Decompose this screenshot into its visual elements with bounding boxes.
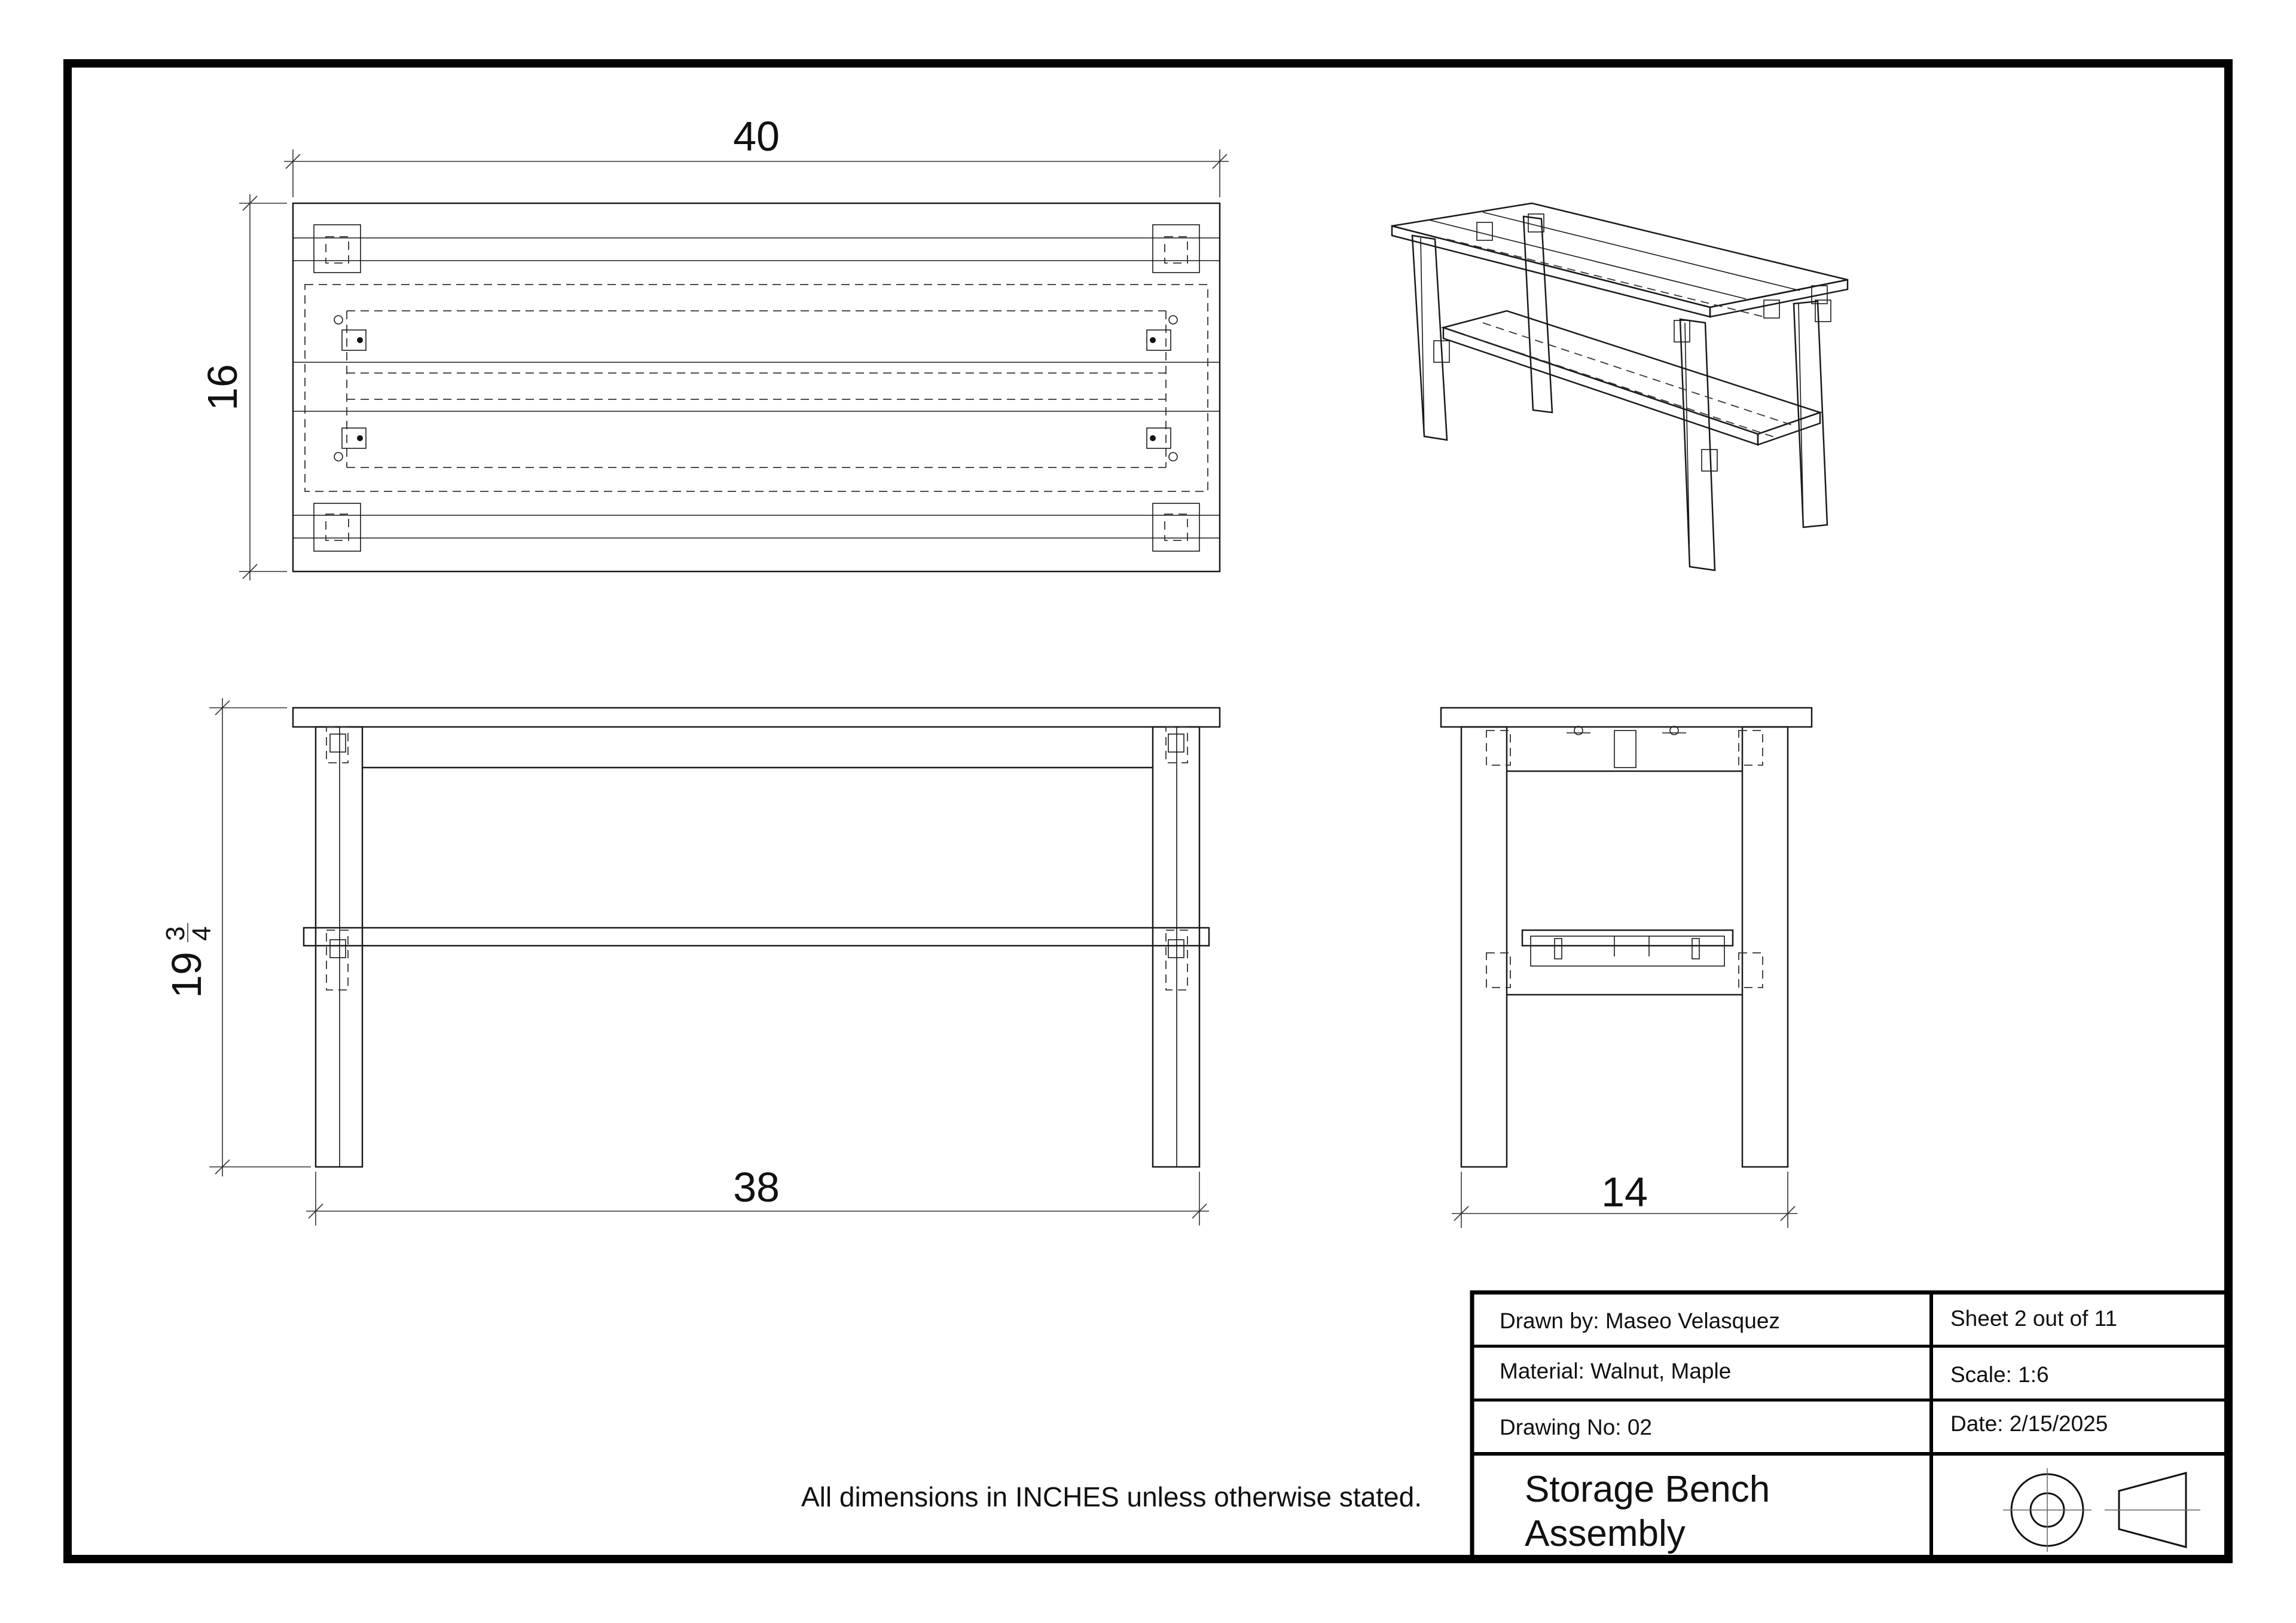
top-view [199, 113, 1229, 580]
date: Date: 2/15/2025 [1950, 1411, 2108, 1436]
drawing-title-line1: Storage Bench [1525, 1469, 1770, 1510]
units-note: All dimensions in INCHES unless otherwise stated. [801, 1481, 1422, 1512]
third-angle-projection-icon [2003, 1468, 2200, 1552]
scale: Scale: 1:6 [1950, 1362, 2049, 1387]
dim-front-height-den: 4 [187, 926, 216, 941]
front-view [161, 698, 1220, 1225]
dim-top-length: 40 [733, 113, 780, 160]
title-block [1472, 1292, 2228, 1559]
material: Material: Walnut, Maple [1500, 1359, 1732, 1383]
dim-front-height-whole: 19 [163, 952, 210, 998]
side-view [1441, 708, 1812, 1228]
drawing-number: Drawing No: 02 [1500, 1415, 1653, 1439]
drawing-title-line2: Assembly [1525, 1513, 1686, 1554]
drawn-by: Drawn by: Maseo Velasquez [1500, 1309, 1780, 1333]
dim-top-depth: 16 [199, 364, 246, 411]
dim-side-width: 14 [1601, 1169, 1648, 1215]
sheet-number: Sheet 2 out of 11 [1950, 1306, 2118, 1331]
sheet-border [68, 63, 2228, 1559]
isometric-view [1392, 203, 1848, 570]
dim-front-height-num: 3 [161, 926, 190, 941]
dim-front-leg-span: 38 [733, 1164, 780, 1211]
